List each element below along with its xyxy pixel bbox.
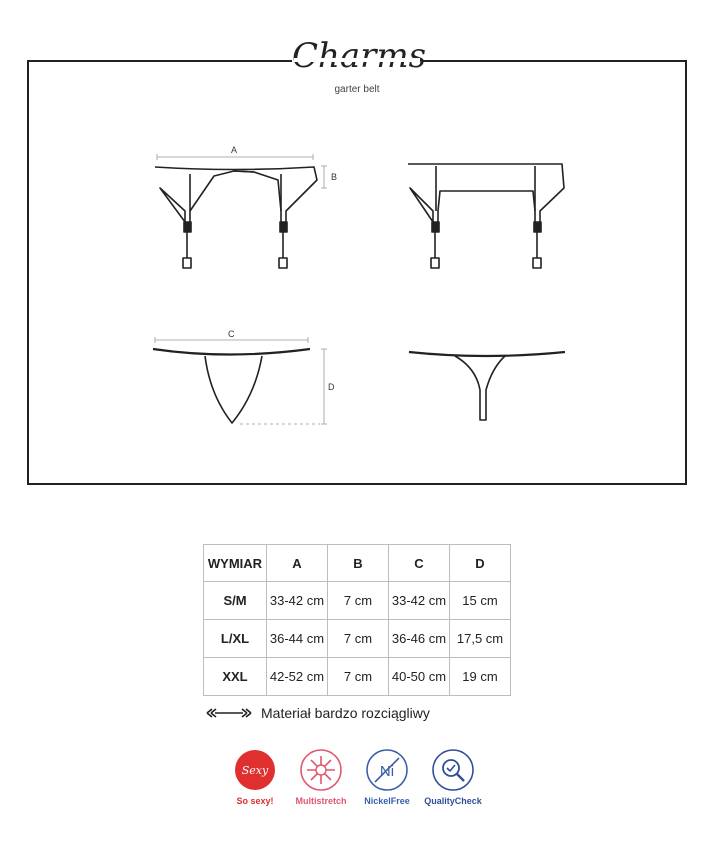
badge-label: So sexy!	[236, 796, 274, 806]
header-cell: WYMIAR	[204, 545, 267, 582]
stretch-arrows-icon	[203, 706, 255, 720]
qualitycheck-icon	[431, 748, 475, 792]
sexy-icon	[233, 748, 277, 792]
thong-front-drawing	[153, 349, 310, 423]
table-cell: 33-42 cm	[389, 582, 450, 620]
dimension-label-a: A	[231, 145, 238, 155]
table-header-row	[204, 545, 511, 582]
badge-multistretch	[288, 748, 354, 806]
table-cell: 7 cm	[328, 658, 389, 696]
garter-belt-back-drawing	[408, 164, 564, 268]
table-row	[204, 582, 511, 620]
svg-text:Ni: Ni	[379, 763, 395, 780]
header-cell: B	[328, 545, 389, 582]
multistretch-icon	[299, 748, 343, 792]
table-cell: 36-44 cm	[267, 620, 328, 658]
stretch-note-text: Materiał bardzo rozciągliwy	[261, 705, 430, 721]
table-cell: 19 cm	[450, 658, 511, 696]
dimension-label-c: C	[228, 329, 235, 339]
size-table	[203, 544, 511, 696]
size-label-cell: S/M	[204, 582, 267, 620]
nickelfree-icon	[365, 748, 409, 792]
feature-badges	[222, 748, 486, 806]
badge-qualitycheck	[420, 748, 486, 806]
badge-label: QualityCheck	[424, 796, 482, 806]
badge-label: Multistretch	[295, 796, 347, 806]
header-cell: C	[389, 545, 450, 582]
badge-nickelfree	[354, 748, 420, 806]
header-cell: D	[450, 545, 511, 582]
table-row	[204, 620, 511, 658]
dimension-label-d: D	[328, 382, 335, 392]
table-row	[204, 658, 511, 696]
header-cell: A	[267, 545, 328, 582]
product-subtitle: garter belt	[334, 84, 380, 95]
badge-label: NickelFree	[364, 796, 410, 806]
table-cell: 33-42 cm	[267, 582, 328, 620]
table-cell: 17,5 cm	[450, 620, 511, 658]
size-label-cell: XXL	[204, 658, 267, 696]
dimension-label-b: B	[331, 172, 338, 182]
table-cell: 7 cm	[328, 582, 389, 620]
table-cell: 7 cm	[328, 620, 389, 658]
stretch-note	[203, 703, 430, 723]
table-cell: 40-50 cm	[389, 658, 450, 696]
table-cell: 36-46 cm	[389, 620, 450, 658]
size-label-cell: L/XL	[204, 620, 267, 658]
table-cell: 42-52 cm	[267, 658, 328, 696]
brand-title: Charms	[292, 36, 427, 76]
garter-belt-front-drawing	[155, 167, 317, 268]
badge-so-sexy	[222, 748, 288, 806]
svg-text:Sexy: Sexy	[241, 764, 269, 777]
table-cell: 15 cm	[450, 582, 511, 620]
thong-back-drawing	[409, 352, 565, 420]
